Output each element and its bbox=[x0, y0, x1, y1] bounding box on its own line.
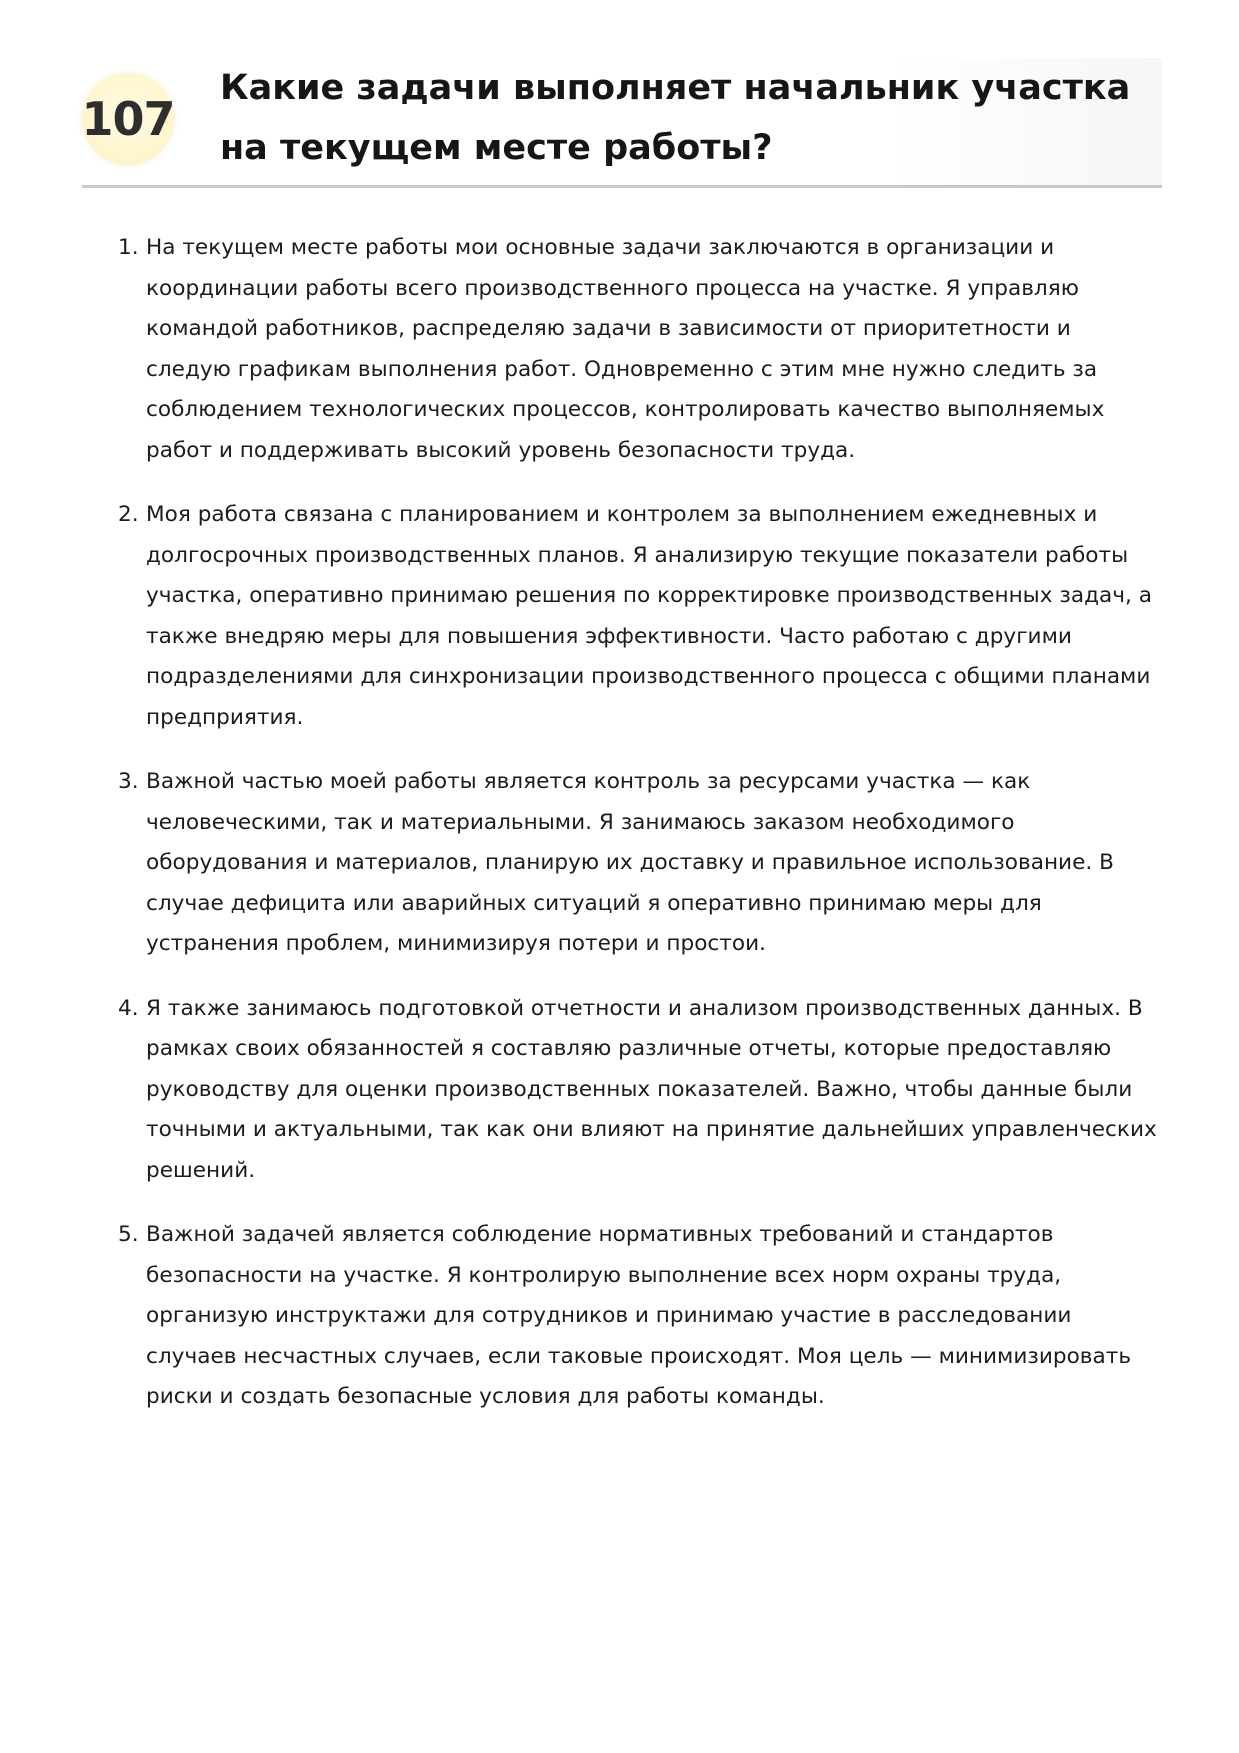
answer-marker: 2. bbox=[118, 502, 139, 527]
answer-text: Моя работа связана с планированием и контролем за выполнением ежедневных и долгосрочных производственных планов. Я анализирую текущие показатели работы участка, оперативно принимаю решения по корректировке производственных задач, а также внедряю меры для повышения эффективности. Часто работаю с другими подразделениями для синхронизации производственного процесса с общими планами предприятия. bbox=[146, 502, 1152, 730]
question-title: Какие задачи выполняет начальник участка на текущем месте работы? bbox=[220, 68, 1131, 168]
question-number: 107 bbox=[81, 92, 175, 146]
answer-item bbox=[112, 1215, 1162, 1418]
answer-item bbox=[112, 228, 1162, 471]
answer-item bbox=[112, 989, 1162, 1192]
answer-text: Я также занимаюсь подготовкой отчетности и анализом производственных данных. В рамках своих обязанностей я составляю различные отчеты, которые предоставляю руководству для оценки производственных показателей. Важно, чтобы данные были точными и актуальными, так как они влияют на принятие дальнейших управленческих решений. bbox=[146, 995, 1157, 1183]
answer-marker: 5. bbox=[118, 1222, 139, 1247]
answer-text: Важной задачей является соблюдение нормативных требований и стандартов безопасности на участке. Я контролирую выполнение всех норм охраны труда, организую инструктажи для сотрудников и принимаю участие в расследовании случаев несчастных случаев, если таковые происходят. Моя цель — минимизировать риски и создать безопасные условия для работы команды. bbox=[146, 1222, 1132, 1409]
answer-list bbox=[112, 228, 1162, 1442]
answer-marker: 1. bbox=[118, 235, 139, 260]
answer-marker: 4. bbox=[118, 995, 139, 1021]
answer-item bbox=[112, 495, 1162, 738]
question-header bbox=[82, 58, 1162, 188]
answer-text: Важной частью моей работы является контроль за ресурсами участка — как человеческими, так и материальными. Я занимаюсь заказом необходимого оборудования и материалов, планирую их доставку и правильное использование. В случае дефицита или аварийных ситуаций я оперативно принимаю меры для устранения проблем, минимизируя потери и простои. bbox=[146, 769, 1114, 956]
answer-marker: 3. bbox=[118, 769, 139, 794]
question-number-badge bbox=[82, 73, 174, 165]
answer-text: На текущем месте работы мои основные задачи заключаются в организации и координации работы всего производственного процесса на участке. Я управляю командой работников, распределяю задачи в зависимости от приоритетности и следую графикам выполнения работ. Одновременно с этим мне нужно следить за соблюдением технологических процессов, контролировать качество выполняемых работ и поддерживать высокий уровень безопасности труда. bbox=[146, 235, 1105, 463]
answer-item bbox=[112, 762, 1162, 965]
